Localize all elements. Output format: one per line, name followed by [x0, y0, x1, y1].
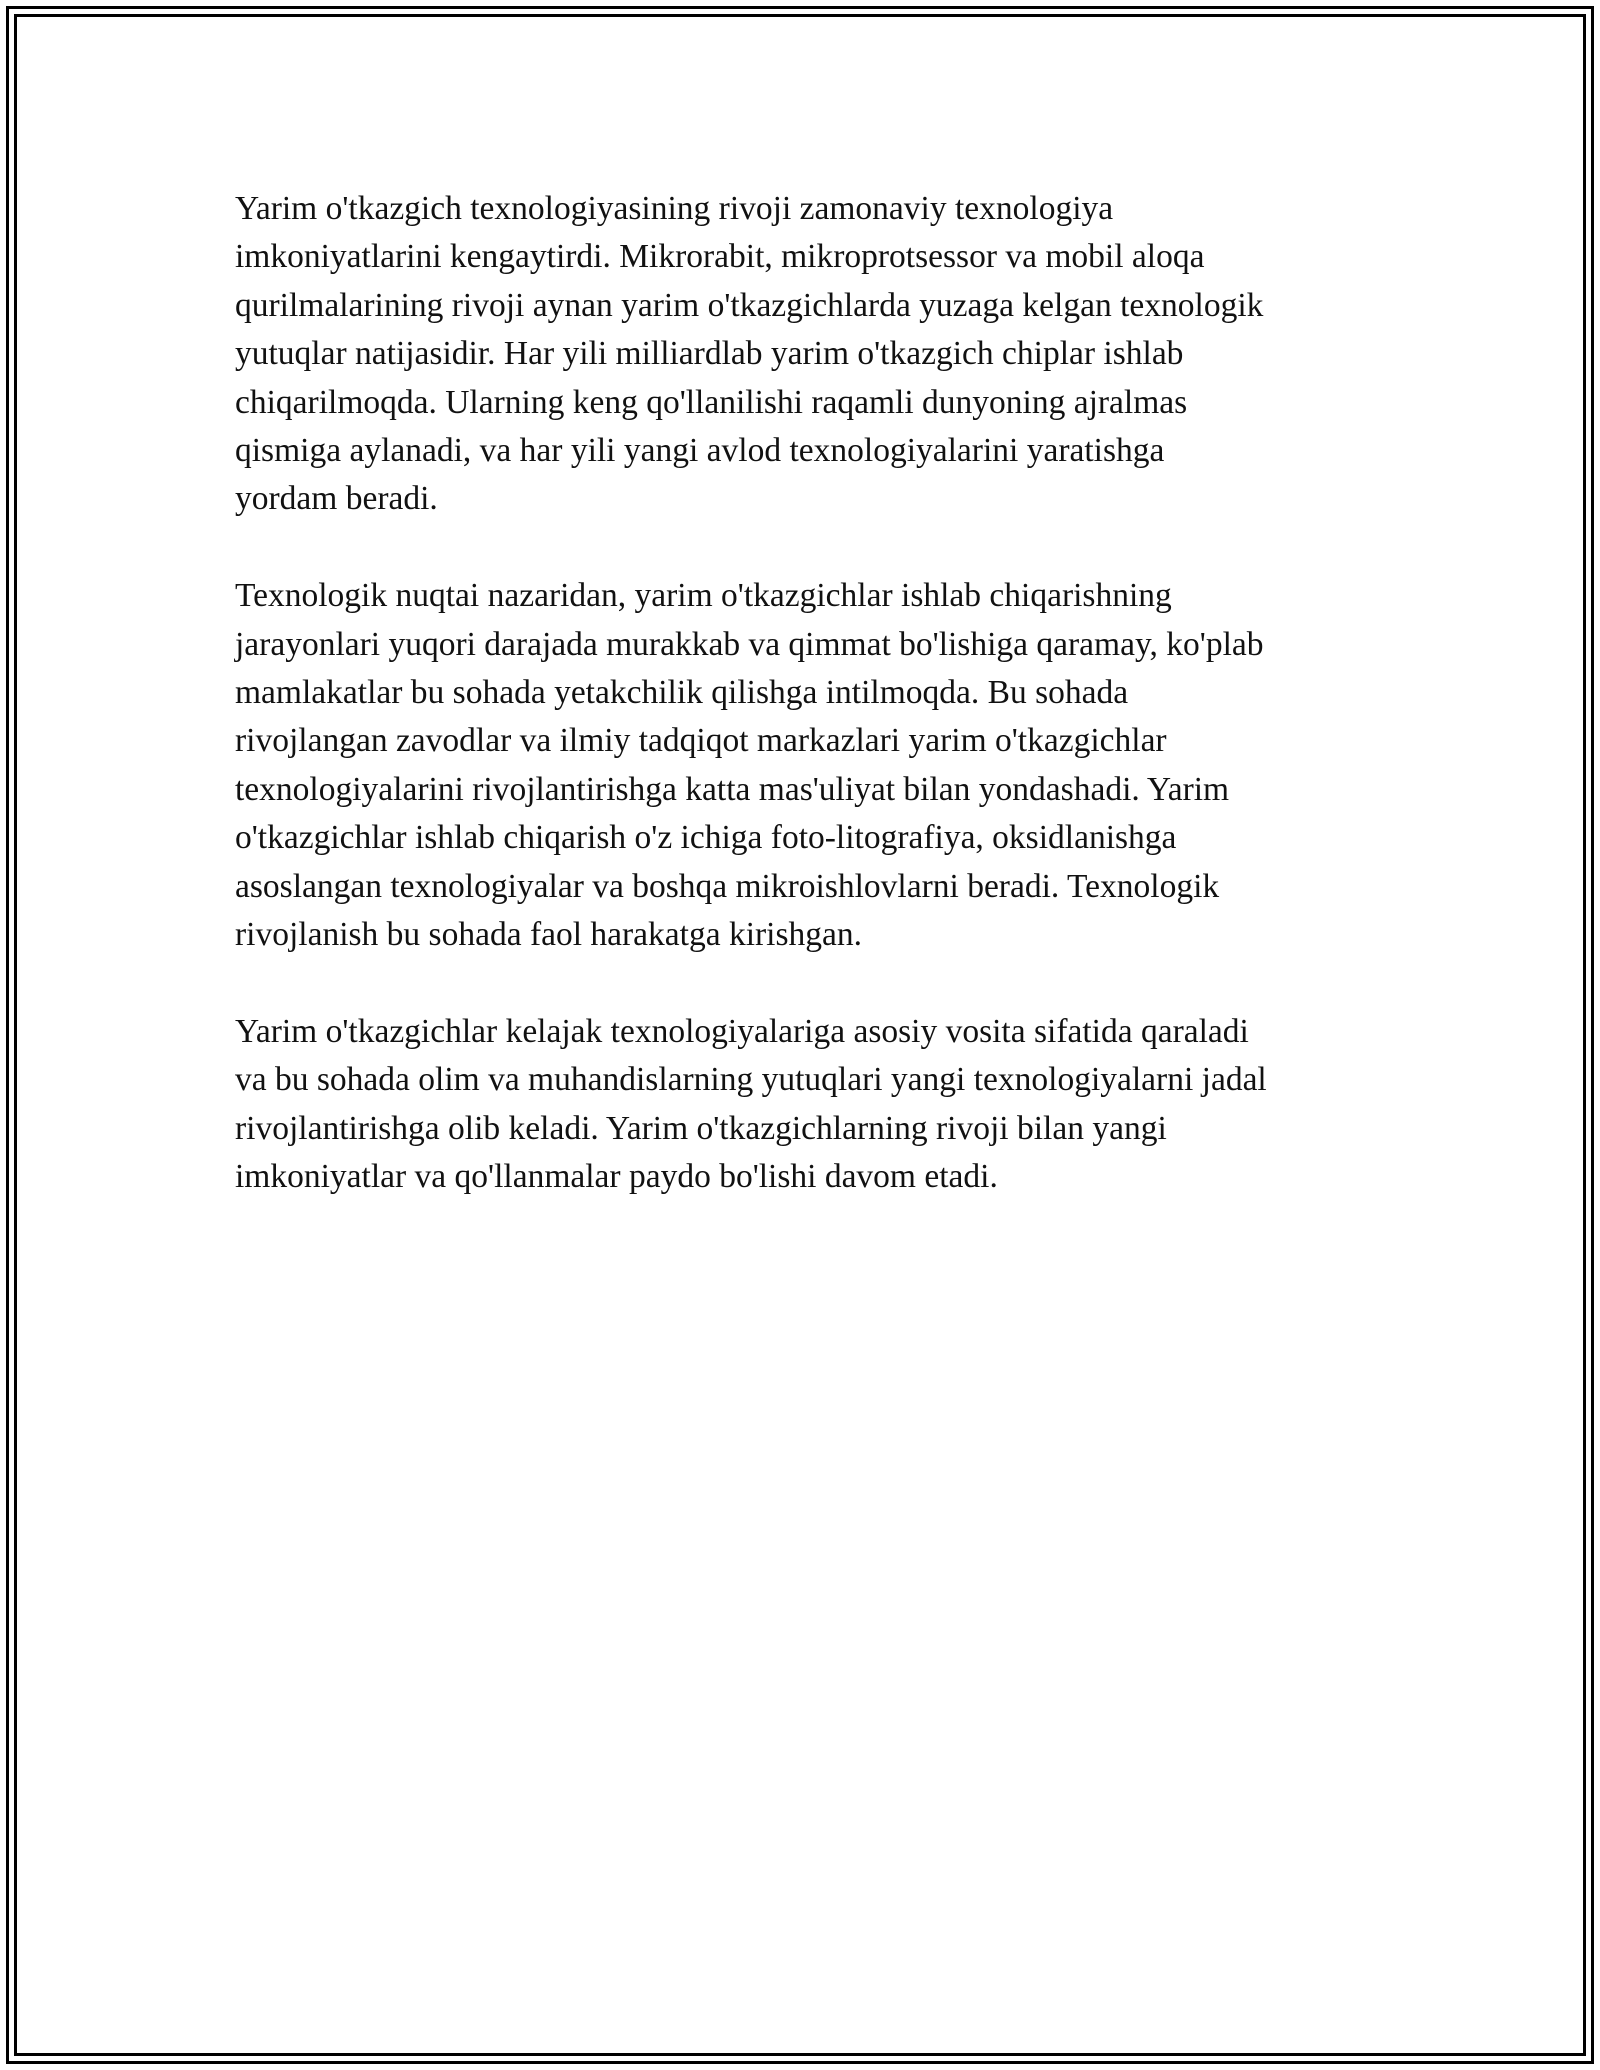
paragraph-line: texnologiyalarini rivojlantirishga katta mas'uliyat bilan yondashadi. Yarim	[235, 770, 1230, 808]
paragraph-line: rivojlantirishga olib keladi. Yarim o'tkazgichlarning rivoji bilan yangi	[235, 1109, 1167, 1147]
paragraph-line: rivojlanish bu sohada faol harakatga kirishgan.	[235, 916, 863, 954]
paragraph-line: qurilmalarining rivoji aynan yarim o'tkazgichlarda yuzaga kelgan texnologik	[235, 286, 1264, 324]
paragraph-line: imkoniyatlarini kengaytirdi. Mikrorabit, mikroprotsessor va mobil aloqa	[235, 238, 1205, 276]
paragraph-line: yutuqlar natijasidir. Har yili milliardlab yarim o'tkazgich chiplar ishlab	[235, 335, 1184, 373]
document-body	[235, 185, 1375, 1250]
paragraph-line: imkoniyatlar va qo'llanmalar paydo bo'lishi davom etadi.	[235, 1158, 998, 1196]
paragraph-line: va bu sohada olim va muhandislarning yutuqlari yangi texnologiyalarni jadal	[235, 1061, 1267, 1099]
paragraph-line: asoslangan texnologiyalar va boshqa mikroishlovlarni beradi. Texnologik	[235, 867, 1220, 905]
paragraph-2	[235, 572, 1375, 959]
paragraph-line: Texnologik nuqtai nazaridan, yarim o'tkazgichlar ishlab chiqarishning	[235, 577, 1172, 615]
paragraph-1	[235, 185, 1375, 524]
paragraph-line: qismiga aylanadi, va har yili yangi avlod texnologiyalarini yaratishga	[235, 432, 1165, 470]
paragraph-line: jarayonlari yuqori darajada murakkab va qimmat bo'lishiga qaramay, ko'plab	[235, 625, 1264, 663]
paragraph-line: rivojlangan zavodlar va ilmiy tadqiqot markazlari yarim o'tkazgichlar	[235, 722, 1167, 760]
paragraph-line: yordam beradi.	[235, 480, 438, 518]
paragraph-3	[235, 1008, 1375, 1202]
paragraph-line: o'tkazgichlar ishlab chiqarish o'z ichiga foto-litografiya, oksidlanishga	[235, 819, 1177, 857]
paragraph-line: mamlakatlar bu sohada yetakchilik qilishga intilmoqda. Bu sohada	[235, 674, 1129, 712]
paragraph-line: Yarim o'tkazgich texnologiyasining rivoji zamonaviy texnologiya	[235, 190, 1114, 227]
paragraph-line: chiqarilmoqda. Ularning keng qo'llanilishi raqamli dunyoning ajralmas	[235, 383, 1188, 421]
paragraph-line: Yarim o'tkazgichlar kelajak texnologiyalariga asosiy vosita sifatida qaraladi	[235, 1012, 1249, 1050]
